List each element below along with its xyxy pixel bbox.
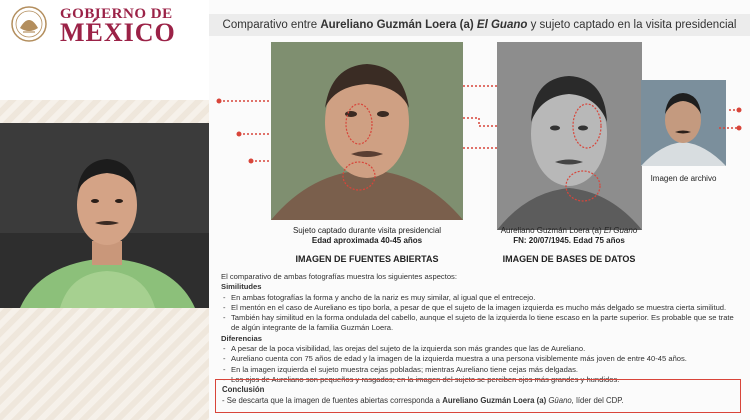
nose-circle-photo2 <box>573 104 601 148</box>
list-item: - A pesar de la poca visibilidad, las orejas del sujeto de la izquierda son más grandes que las de Aureliano. <box>221 344 741 354</box>
conclusion-text: - Se descarta que la imagen de fuentes abiertas corresponda a Aureliano Guzmán Loera (a) Güano, líder del CDP. <box>222 396 624 405</box>
list-item: - En la imagen izquierda el sujeto muestra cejas pobladas; mientras Aureliano tiene cejas más delgadas. <box>221 365 741 375</box>
list-item: - También hay similitud en la forma ondulada del cabello, aunque el sujeto de la izquierda lo tiene escaso en la parte superior. Es probable que se trate de algún integrante de la familia Guzmán Loera. <box>221 313 741 334</box>
diferencias-heading: Diferencias <box>221 333 262 343</box>
similitudes-heading: Similitudes <box>221 282 262 292</box>
document-title: Comparativo entre Aureliano Guzmán Loera (a) El Guano y sujeto captado en la visita presidencial <box>209 14 750 36</box>
photo1-caption: Sujeto captado durante visita presidencial Edad aproximada 40-45 años <box>292 226 442 245</box>
chin-circle-photo2 <box>566 171 600 201</box>
photo3-caption: Imagen de archivo <box>650 174 717 183</box>
suspect-photo-large <box>0 123 215 308</box>
conclusion-heading: Conclusión <box>222 385 265 394</box>
gov-title-line1: GOBIERNO DE <box>60 6 173 22</box>
section-databases: IMAGEN DE BASES DE DATOS <box>502 254 636 264</box>
list-item: - El mentón en el caso de Aureliano es tipo borla, a pesar de que el sujeto de la imagen izquierda es mucho más delgado se muestra cierta similitud. <box>221 303 741 313</box>
nose-circle-photo1 <box>346 104 372 144</box>
mexico-coat-of-arms-icon <box>6 4 52 44</box>
section-open-sources: IMAGEN DE FUENTES ABIERTAS <box>295 254 439 264</box>
gov-title-line2: MÉXICO <box>60 18 176 47</box>
list-item: - Aureliano cuenta con 75 años de edad y la imagen de la izquierda muestra a una persona visiblemente más joven de entre 40-45 años. <box>221 354 741 364</box>
chin-circle-photo1 <box>343 162 375 190</box>
list-item: - Los ojos de Aureliano son pequeños y rasgados; en la imagen del sujeto se perciben ojos más grandes y hundidos. <box>221 375 741 385</box>
annotation-overlay <box>209 0 750 420</box>
list-item: - En ambas fotografías la forma y ancho de la nariz es muy similar, al igual que el entrecejo. <box>221 293 741 303</box>
photo2-caption: Aureliano Guzmán Loera (a) El Guano FN: 20/07/1945. Edad 75 años <box>500 226 638 245</box>
comparison-document <box>209 0 750 420</box>
gov-header <box>0 0 200 48</box>
intro-text: El comparativo de ambas fotografías muestra los siguientes aspectos: <box>221 272 457 281</box>
